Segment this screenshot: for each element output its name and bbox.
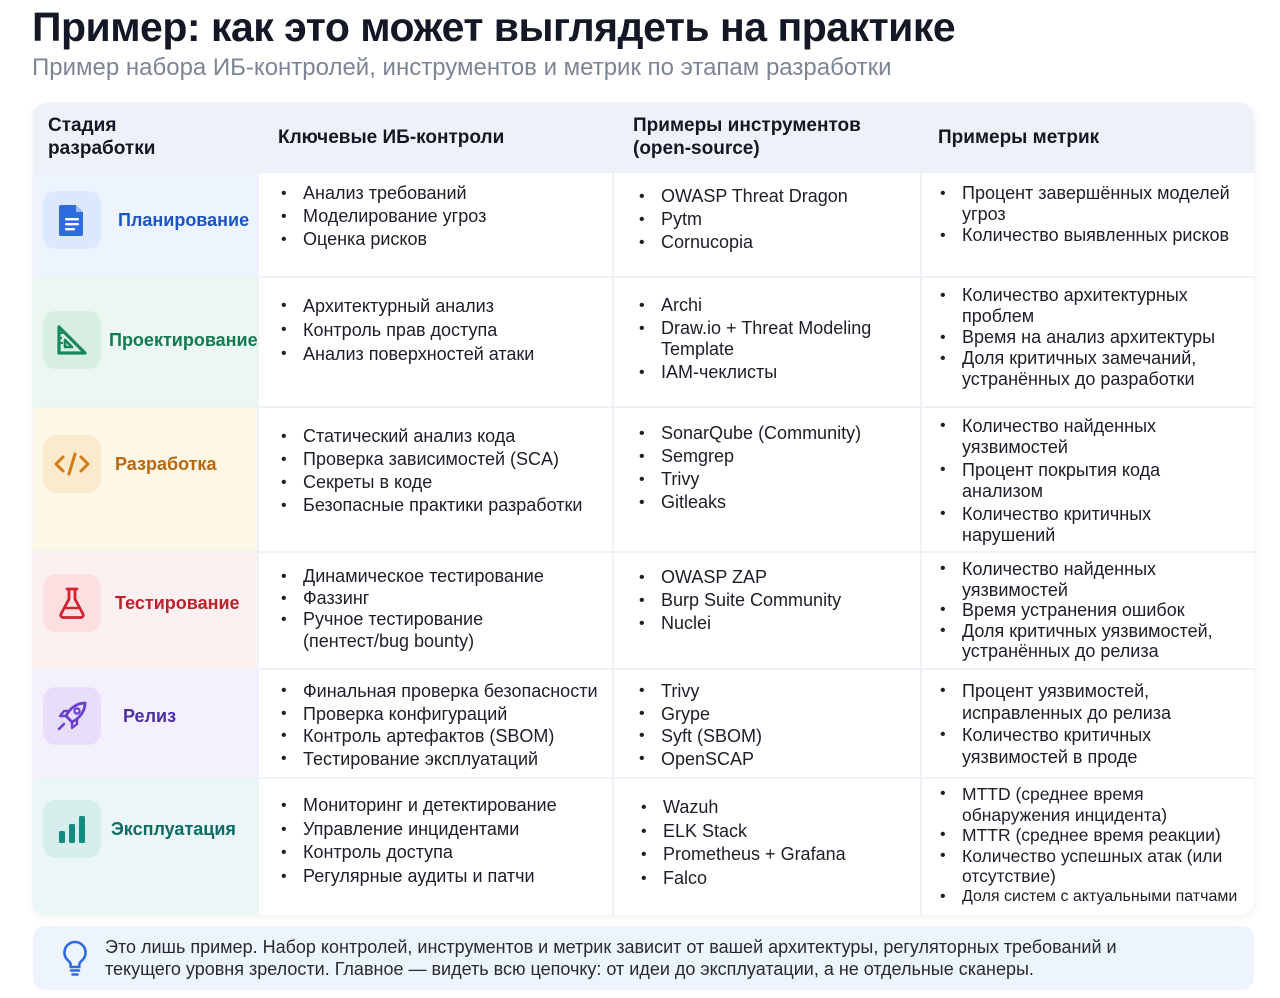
metrics-cell-design (922, 278, 1254, 406)
page-title: Пример: как это может выглядеть на практике (32, 4, 956, 50)
list-item: • Количество найденных уязвимостей (936, 559, 1242, 600)
list-item: • OWASP ZAP (635, 566, 910, 589)
bar-chart-icon (43, 800, 101, 858)
list-item: • Динамическое тестирование (277, 566, 612, 588)
tools-cell-release (614, 670, 920, 777)
header-tools (614, 103, 920, 171)
metrics-cell-development (922, 408, 1254, 551)
stage-cell-development (33, 408, 257, 551)
list-item: • Финальная проверка безопасности (277, 680, 612, 703)
tools-cell-development (614, 408, 920, 551)
list-item: • Количество успешных атак (или отсутствие) (936, 846, 1248, 887)
header-stage-label: Стадия разработки (48, 115, 156, 159)
list-item: • Контроль прав доступа (277, 319, 612, 341)
stages-table (33, 103, 1254, 915)
list-item: • Процент покрытия кода анализом (936, 460, 1242, 501)
list-item: • Проверка зависимостей (SCA) (277, 448, 612, 471)
header-tools-label: Примеры инструментов (open-source) (633, 115, 861, 159)
header-stage (33, 103, 257, 171)
code-icon (43, 435, 101, 493)
flask-icon (43, 574, 101, 632)
list-item: • Trivy (635, 680, 910, 703)
list-item: • Количество критичных уязвимостей в проде (936, 724, 1242, 768)
list-item: • Cornucopia (635, 232, 920, 253)
list-item: • IAM-чеклисты (635, 362, 910, 383)
list-item: • Количество выявленных рисков (936, 225, 1242, 246)
list-item: • Количество критичных нарушений (936, 504, 1242, 545)
list-item: • Процент уязвимостей, исправленных до релиза (936, 680, 1242, 724)
list-item: • Контроль артефактов (SBOM) (277, 725, 612, 748)
controls-cell-operations (259, 779, 612, 915)
controls-cell-testing (259, 553, 612, 668)
stage-cell-operations (33, 779, 257, 915)
list-item: • Оценка рисков (277, 229, 612, 250)
list-item: • Процент завершённых моделей угроз (936, 183, 1242, 225)
metrics-cell-release (922, 670, 1254, 777)
list-item: • Мониторинг и детектирование (277, 794, 612, 818)
list-item: • Анализ требований (277, 183, 612, 204)
header-metrics-label: Примеры метрик (938, 126, 1100, 148)
list-item: • Доля критичных замечаний, устранённых до разработки (936, 348, 1242, 390)
list-item: • Секреты в коде (277, 471, 612, 494)
list-item: • Регулярные аудиты и патчи (277, 865, 612, 889)
list-item: • Статический анализ кода (277, 425, 612, 448)
list-item: • OpenSCAP (635, 748, 910, 771)
set-square-icon (43, 311, 101, 369)
list-item: • Проверка конфигураций (277, 703, 612, 726)
list-item: • Моделирование угроз (277, 206, 612, 227)
list-item: • Archi (635, 295, 910, 316)
list-item: • Grype (635, 703, 910, 726)
stage-name: Планирование (118, 209, 250, 230)
list-item: • Доля критичных уязвимостей, устранённых до релиза (936, 621, 1242, 662)
lightbulb-icon (55, 939, 95, 977)
list-item: • Falco (637, 867, 910, 891)
list-item: • Prometheus + Grafana (637, 843, 910, 867)
header-controls (259, 103, 612, 171)
document-icon (43, 191, 101, 249)
list-item: • MTTD (среднее время обнаружения инцидента) (936, 784, 1248, 825)
list-item: • MTTR (среднее время реакции) (936, 825, 1248, 846)
tools-cell-testing (614, 553, 920, 668)
stage-name: Разработка (115, 453, 217, 474)
list-item: • Draw.io + Threat Modeling Template (635, 318, 910, 360)
list-item: • Nuclei (635, 612, 910, 635)
list-item: • Время устранения ошибок (936, 600, 1242, 621)
list-item: • Ручное тестирование (пентест/bug bounty) (277, 609, 507, 652)
list-item: • Архитектурный анализ (277, 295, 612, 317)
list-item: • Фаззинг (277, 588, 612, 610)
controls-cell-design (259, 278, 612, 406)
tools-cell-planning (614, 173, 920, 276)
list-item: • Безопасные практики разработки (277, 494, 612, 517)
metrics-cell-operations (922, 779, 1254, 915)
list-item: • Pytm (635, 209, 920, 230)
rocket-icon (43, 687, 101, 745)
list-item: • Syft (SBOM) (635, 725, 910, 748)
stage-cell-design (33, 278, 257, 406)
list-item: • Trivy (635, 468, 910, 491)
note-box (33, 926, 1254, 990)
list-item: • Количество найденных уязвимостей (936, 416, 1242, 457)
stage-cell-planning (33, 173, 257, 276)
header-controls-label: Ключевые ИБ-контроли (278, 126, 505, 148)
controls-cell-development (259, 408, 612, 551)
tools-cell-operations (614, 779, 920, 915)
list-item: • Wazuh (637, 796, 910, 820)
list-item: • Контроль доступа (277, 841, 612, 865)
list-item: • ELK Stack (637, 820, 910, 844)
list-item: • Semgrep (635, 445, 910, 468)
header-metrics (922, 103, 1254, 171)
list-item: • Количество архитектурных проблем (936, 285, 1242, 327)
controls-cell-release (259, 670, 612, 777)
stage-name: Проектирование (109, 329, 258, 350)
list-item: • SonarQube (Community) (635, 422, 910, 445)
list-item: • Время на анализ архитектуры (936, 327, 1242, 348)
stage-name: Эксплуатация (111, 818, 236, 839)
list-item: • OWASP Threat Dragon (635, 186, 920, 207)
page-subtitle: Пример набора ИБ-контролей, инструментов и метрик по этапам разработки (32, 54, 892, 81)
list-item: • Анализ поверхностей атаки (277, 343, 612, 365)
list-item: • Доля систем с актуальными патчами (936, 887, 1248, 908)
stage-cell-release (33, 670, 257, 777)
list-item: • Burp Suite Community (635, 589, 910, 612)
stage-name: Релиз (123, 705, 177, 726)
list-item: • Тестирование эксплуатаций (277, 748, 612, 771)
metrics-cell-testing (922, 553, 1254, 668)
list-item: • Управление инцидентами (277, 818, 612, 842)
controls-cell-planning (259, 173, 612, 276)
stage-cell-testing (33, 553, 257, 668)
stage-name: Тестирование (115, 592, 240, 613)
list-item: • Gitleaks (635, 491, 910, 514)
note-text: Это лишь пример. Набор контролей, инструментов и метрик зависит от вашей архитектуры, регуляторных требований и текущего уровня зрелости. Главное — видеть всю цепочку: от идеи до эксплуатации, а не отдельные сканеры. (105, 937, 1117, 979)
metrics-cell-planning (922, 173, 1254, 276)
tools-cell-design (614, 278, 920, 406)
